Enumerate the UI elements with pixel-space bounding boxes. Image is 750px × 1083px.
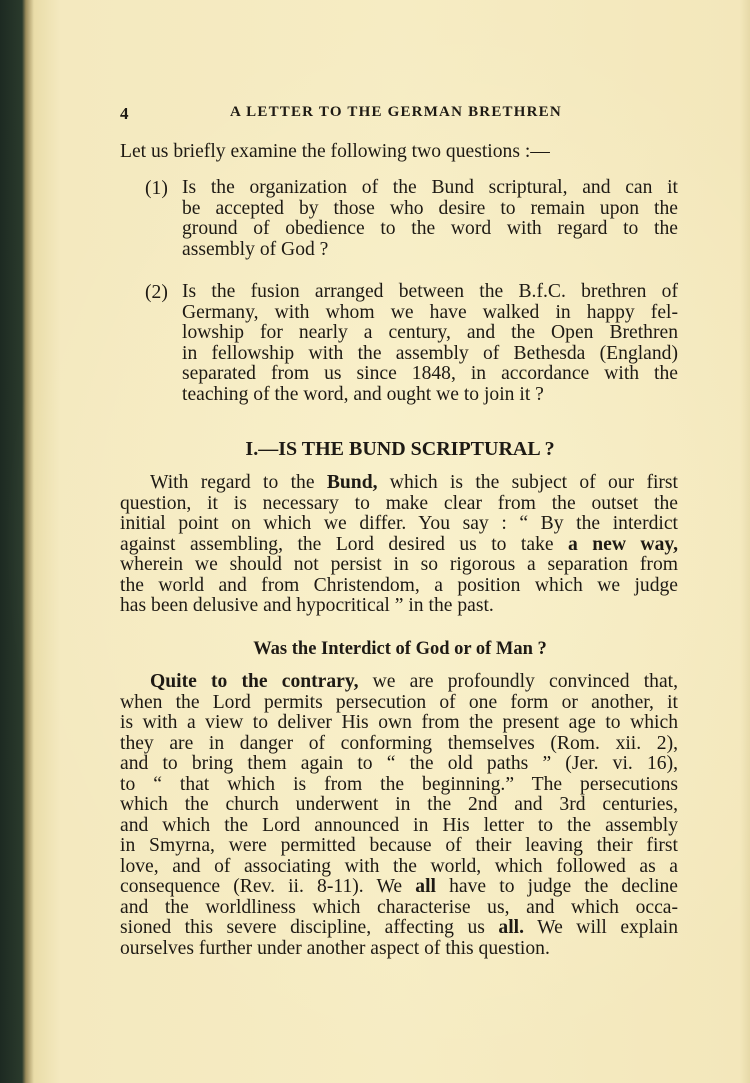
text-segment: and which the Lord announced in His letter to the assembly: [120, 814, 678, 836]
text-line: [120, 775, 678, 796]
text-line: [182, 323, 678, 344]
text-segment: and to bring them again to “ the old paths ” (Jer. vi. 16),: [120, 753, 678, 774]
intro-line: Let us briefly examine the following two questions :—: [120, 141, 550, 162]
text-line: [120, 473, 678, 494]
text-line: [120, 555, 678, 576]
text-segment: Germany, with whom we have walked in happy fel-: [182, 301, 678, 323]
bold-text: Quite to the contrary,: [150, 671, 359, 692]
text-segment: has been delusive and hypocritical ” in the past.: [120, 595, 494, 616]
text-segment: is with a view to deliver His own from the present age to which: [120, 712, 678, 733]
text-line: [182, 344, 678, 365]
text-line: [182, 282, 678, 303]
text-line: [182, 364, 678, 385]
text-segment: assembly of God ?: [182, 238, 329, 260]
text-line: [120, 939, 678, 960]
text-line: [120, 795, 678, 816]
page-number: 4: [120, 104, 130, 123]
text-segment: love, and of associating with the world, which followed as a: [120, 855, 678, 877]
text-segment: We will explain: [524, 917, 678, 938]
text-segment: which is the subject of our first: [377, 472, 679, 493]
text-segment: ground of obedience to the word with regard to the: [182, 218, 678, 239]
bold-text: a new way,: [568, 533, 678, 555]
bold-text: all.: [498, 917, 524, 938]
section-heading: I.—IS THE BUND SCRIPTURAL ?: [245, 438, 555, 460]
text-line: [120, 713, 678, 734]
running-title: A LETTER TO THE GERMAN BRETHREN: [230, 104, 562, 120]
text-line: [120, 836, 678, 857]
text-line: [120, 898, 678, 919]
text-segment: in Smyrna, were permitted because of their leaving their first: [120, 835, 678, 856]
paragraph-bund: [120, 473, 678, 617]
paragraph-contrary: [120, 672, 678, 959]
text-segment: initial point on which we differ. You say : “ By the interdict: [120, 513, 678, 534]
text-line: [120, 514, 678, 535]
text-segment: which the church underwent in the 2nd and 3rd centuries,: [120, 794, 678, 815]
text-segment: when the Lord permits persecution of one form or another, it: [120, 691, 678, 713]
text-segment: and the worldliness which characterise us, and which occa-: [120, 896, 678, 918]
text-line: [182, 303, 678, 324]
text-line: [120, 535, 678, 556]
text-segment: they are in danger of conforming themselves (Rom. xii. 2),: [120, 732, 678, 754]
question-number: (2): [145, 282, 168, 303]
text-line: [182, 219, 678, 240]
text-line: [120, 918, 678, 939]
text-segment: teaching of the word, and ought we to join it ?: [182, 383, 544, 405]
text-segment: lowship for nearly a century, and the Open Brethren: [182, 322, 678, 343]
text-segment: ourselves further under another aspect of this question.: [120, 937, 550, 959]
text-segment: to “ that which is from the beginning.” The persecutions: [120, 773, 678, 795]
question-2: [182, 282, 678, 405]
text-line: [120, 754, 678, 775]
subheading: Was the Interdict of God or of Man ?: [253, 639, 547, 659]
text-line: [120, 576, 678, 597]
text-line: [120, 494, 678, 515]
text-segment: separated from us since 1848, in accordance with the: [182, 363, 678, 384]
text-segment: the world and from Christendom, a position which we judge: [120, 574, 678, 596]
text-segment: in fellowship with the assembly of Bethesda (England): [182, 342, 678, 364]
text-line: [182, 199, 678, 220]
text-segment: wherein we should not persist in so rigorous a separation from: [120, 554, 678, 575]
text-line: [120, 672, 678, 693]
text-line: [120, 596, 678, 617]
text-segment: be accepted by those who desire to remain upon the: [182, 197, 678, 219]
bold-text: all: [415, 876, 436, 897]
text-segment: consequence (Rev. ii. 8-11). We: [120, 876, 416, 897]
text-segment: Is the organization of the Bund scriptural, and can it: [182, 177, 678, 198]
text-segment: have to judge the decline: [435, 876, 679, 897]
text-line: [182, 385, 678, 406]
question-1: [182, 178, 678, 260]
text-line: [120, 693, 678, 714]
text-segment: question, it is necessary to make clear from the outset the: [120, 492, 678, 514]
text-segment: we are profoundly convinced that,: [358, 671, 678, 692]
bold-text: Bund,: [326, 472, 378, 493]
text-line: [182, 240, 678, 261]
text-segment: Is the fusion arranged between the B.f.C. brethren of: [182, 281, 678, 302]
text-segment: With regard to the: [150, 472, 327, 493]
text-line: [182, 178, 678, 199]
text-segment: against assembling, the Lord desired us to take: [120, 533, 568, 555]
question-number: (1): [145, 178, 168, 199]
text-segment: sioned this severe discipline, affecting us: [120, 917, 499, 938]
text-line: [120, 816, 678, 837]
text-line: [120, 734, 678, 755]
text-line: [120, 877, 678, 898]
text-line: [120, 857, 678, 878]
